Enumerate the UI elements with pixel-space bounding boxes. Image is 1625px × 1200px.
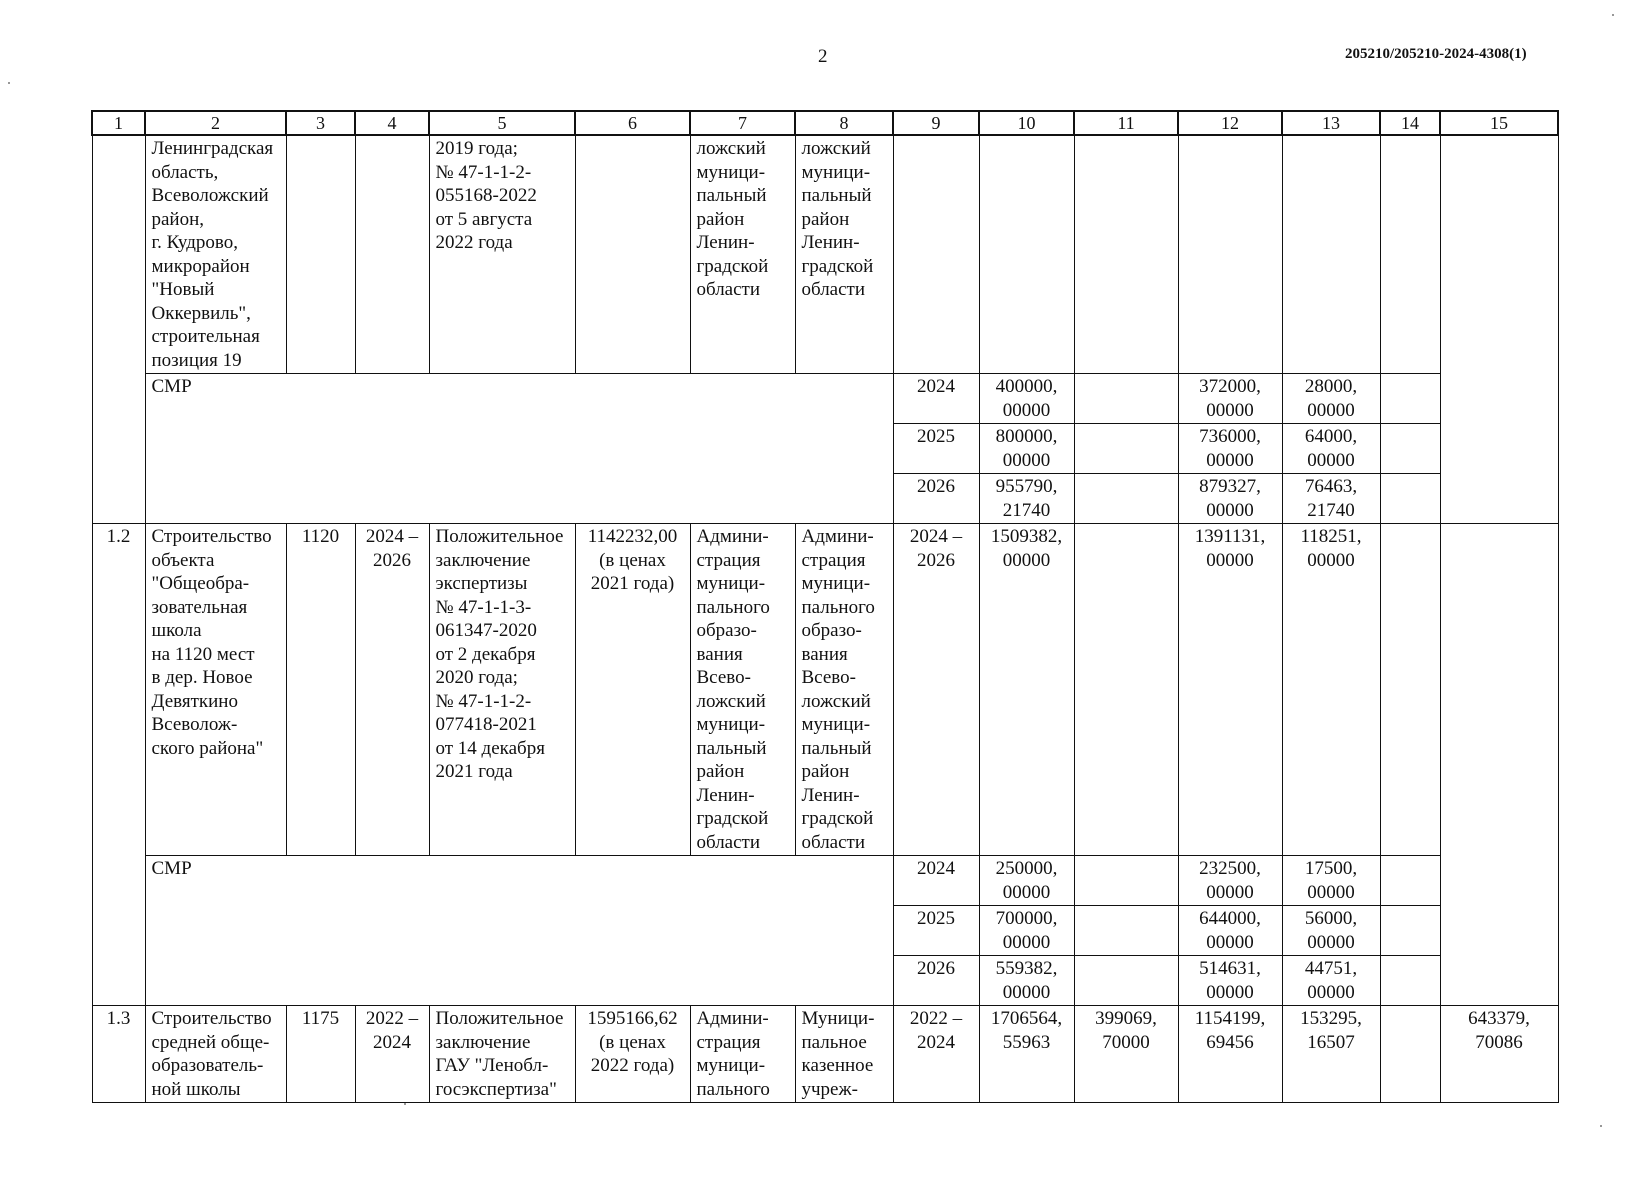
row-number: 1.3	[92, 1006, 145, 1103]
year-cell: 2024	[893, 374, 979, 424]
customer: ложский муници- пальный район Ленин- градской области	[690, 135, 795, 374]
column-number: 4	[355, 111, 429, 135]
table-cell	[1074, 856, 1178, 906]
table-cell	[1380, 1006, 1440, 1103]
column-number: 13	[1282, 111, 1380, 135]
amount-local: 44751, 00000	[1282, 956, 1380, 1006]
scan-speck	[1612, 14, 1614, 16]
estimated-cost: 1595166,62 (в ценах 2022 года)	[575, 1006, 690, 1103]
amount-local: 28000, 00000	[1282, 374, 1380, 424]
row-number: 1.2	[92, 524, 145, 1006]
amount-regional: 514631, 00000	[1178, 956, 1282, 1006]
object-address: Ленинградская область, Всеволожский район, г. Кудрово, микрорайон "Новый Оккервиль", строительная позиция 19	[145, 135, 286, 374]
table-cell	[1380, 474, 1440, 524]
financing-table	[91, 110, 1559, 1103]
amount-regional: 372000, 00000	[1178, 374, 1282, 424]
column-number: 11	[1074, 111, 1178, 135]
column-number: 8	[795, 111, 893, 135]
table-cell	[1074, 474, 1178, 524]
amount-regional: 1154199, 69456	[1178, 1006, 1282, 1103]
table-cell	[1074, 906, 1178, 956]
column-number: 2	[145, 111, 286, 135]
amount-total: 800000, 00000	[979, 424, 1074, 474]
column-number: 3	[286, 111, 355, 135]
table-cell	[1074, 424, 1178, 474]
scan-speck	[1600, 1125, 1602, 1127]
column-number: 7	[690, 111, 795, 135]
table-row	[92, 1006, 1558, 1103]
table-cell	[1178, 135, 1282, 374]
table-cell	[1380, 424, 1440, 474]
amount-total: 700000, 00000	[979, 906, 1074, 956]
amount-total: 400000, 00000	[979, 374, 1074, 424]
construction-period: 2024 – 2026	[355, 524, 429, 856]
column-number: 5	[429, 111, 575, 135]
amount-other: 643379, 70086	[1440, 1006, 1558, 1103]
developer: Админи- страция муници- пального образо- вания Всево- ложский муници- пальный район Ленин- градской области	[795, 524, 893, 856]
estimated-cost: 1142232,00 (в ценах 2021 года)	[575, 524, 690, 856]
table-cell	[286, 135, 355, 374]
table-row	[92, 524, 1558, 856]
amount-regional: 1391131, 00000	[1178, 524, 1282, 856]
table-cell	[92, 135, 145, 524]
table-row	[92, 135, 1558, 374]
smr-label: СМР	[145, 374, 893, 524]
developer: Муници- пальное казенное учреж-	[795, 1006, 893, 1103]
amount-local: 153295, 16507	[1282, 1006, 1380, 1103]
expertise-conclusion: Положительное заключение ГАУ "Ленобл- госэкспертиза"	[429, 1006, 575, 1103]
column-number: 15	[1440, 111, 1558, 135]
financing-period: 2024 – 2026	[893, 524, 979, 856]
column-number: 10	[979, 111, 1074, 135]
document-id: 205210/205210-2024-4308(1)	[1345, 46, 1527, 62]
amount-federal: 399069, 70000	[1074, 1006, 1178, 1103]
amount-total: 955790, 21740	[979, 474, 1074, 524]
year-cell: 2026	[893, 956, 979, 1006]
table-cell	[1380, 956, 1440, 1006]
amount-local: 17500, 00000	[1282, 856, 1380, 906]
year-cell: 2024	[893, 856, 979, 906]
column-number: 9	[893, 111, 979, 135]
column-number-row	[92, 111, 1558, 135]
capacity: 1175	[286, 1006, 355, 1103]
table-row	[92, 374, 1558, 424]
year-cell: 2025	[893, 906, 979, 956]
year-cell: 2025	[893, 424, 979, 474]
table-cell	[1380, 524, 1440, 856]
table-cell	[1074, 956, 1178, 1006]
table-cell	[1440, 135, 1558, 524]
expertise-conclusion: 2019 года; № 47-1-1-2- 055168-2022 от 5 августа 2022 года	[429, 135, 575, 374]
amount-regional: 879327, 00000	[1178, 474, 1282, 524]
capacity: 1120	[286, 524, 355, 856]
amount-local: 56000, 00000	[1282, 906, 1380, 956]
amount-regional: 644000, 00000	[1178, 906, 1282, 956]
developer: ложский муници- пальный район Ленин- градской области	[795, 135, 893, 374]
year-cell: 2026	[893, 474, 979, 524]
table-cell	[575, 135, 690, 374]
table-cell	[1440, 524, 1558, 1006]
column-number: 14	[1380, 111, 1440, 135]
amount-local: 64000, 00000	[1282, 424, 1380, 474]
expertise-conclusion: Положительное заключение экспертизы № 47-1-1-3- 061347-2020 от 2 декабря 2020 года; № 47-1-1-2- 077418-2021 от 14 декабря 2021 года	[429, 524, 575, 856]
financing-period: 2022 – 2024	[893, 1006, 979, 1103]
amount-total: 1509382, 00000	[979, 524, 1074, 856]
object-name: Строительство объекта "Общеобра- зовательная школа на 1120 мест в дер. Новое Девяткино Всеволож- ского района"	[145, 524, 286, 856]
table-cell	[979, 135, 1074, 374]
object-name: Строительство средней обще- образователь- ной школы	[145, 1006, 286, 1103]
table-cell	[1074, 524, 1178, 856]
amount-total: 1706564, 55963	[979, 1006, 1074, 1103]
amount-total: 250000, 00000	[979, 856, 1074, 906]
table-cell	[1380, 906, 1440, 956]
smr-label: СМР	[145, 856, 893, 1006]
table-cell	[1074, 135, 1178, 374]
table-cell	[893, 135, 979, 374]
amount-local: 76463, 21740	[1282, 474, 1380, 524]
table-cell	[1074, 374, 1178, 424]
amount-regional: 736000, 00000	[1178, 424, 1282, 474]
customer: Админи- страция муници- пального образо- вания Всево- ложский муници- пальный район Ленин- градской области	[690, 524, 795, 856]
column-number: 1	[92, 111, 145, 135]
scan-speck	[404, 1103, 406, 1105]
table-cell	[1380, 135, 1440, 374]
amount-regional: 232500, 00000	[1178, 856, 1282, 906]
table-cell	[1282, 135, 1380, 374]
table-row	[92, 856, 1558, 906]
page-number: 2	[818, 46, 828, 67]
column-number: 12	[1178, 111, 1282, 135]
scan-speck	[8, 82, 10, 84]
customer: Админи- страция муници- пального	[690, 1006, 795, 1103]
table-cell	[1380, 856, 1440, 906]
amount-total: 559382, 00000	[979, 956, 1074, 1006]
amount-local: 118251, 00000	[1282, 524, 1380, 856]
table-cell	[355, 135, 429, 374]
column-number: 6	[575, 111, 690, 135]
table-cell	[1380, 374, 1440, 424]
construction-period: 2022 – 2024	[355, 1006, 429, 1103]
